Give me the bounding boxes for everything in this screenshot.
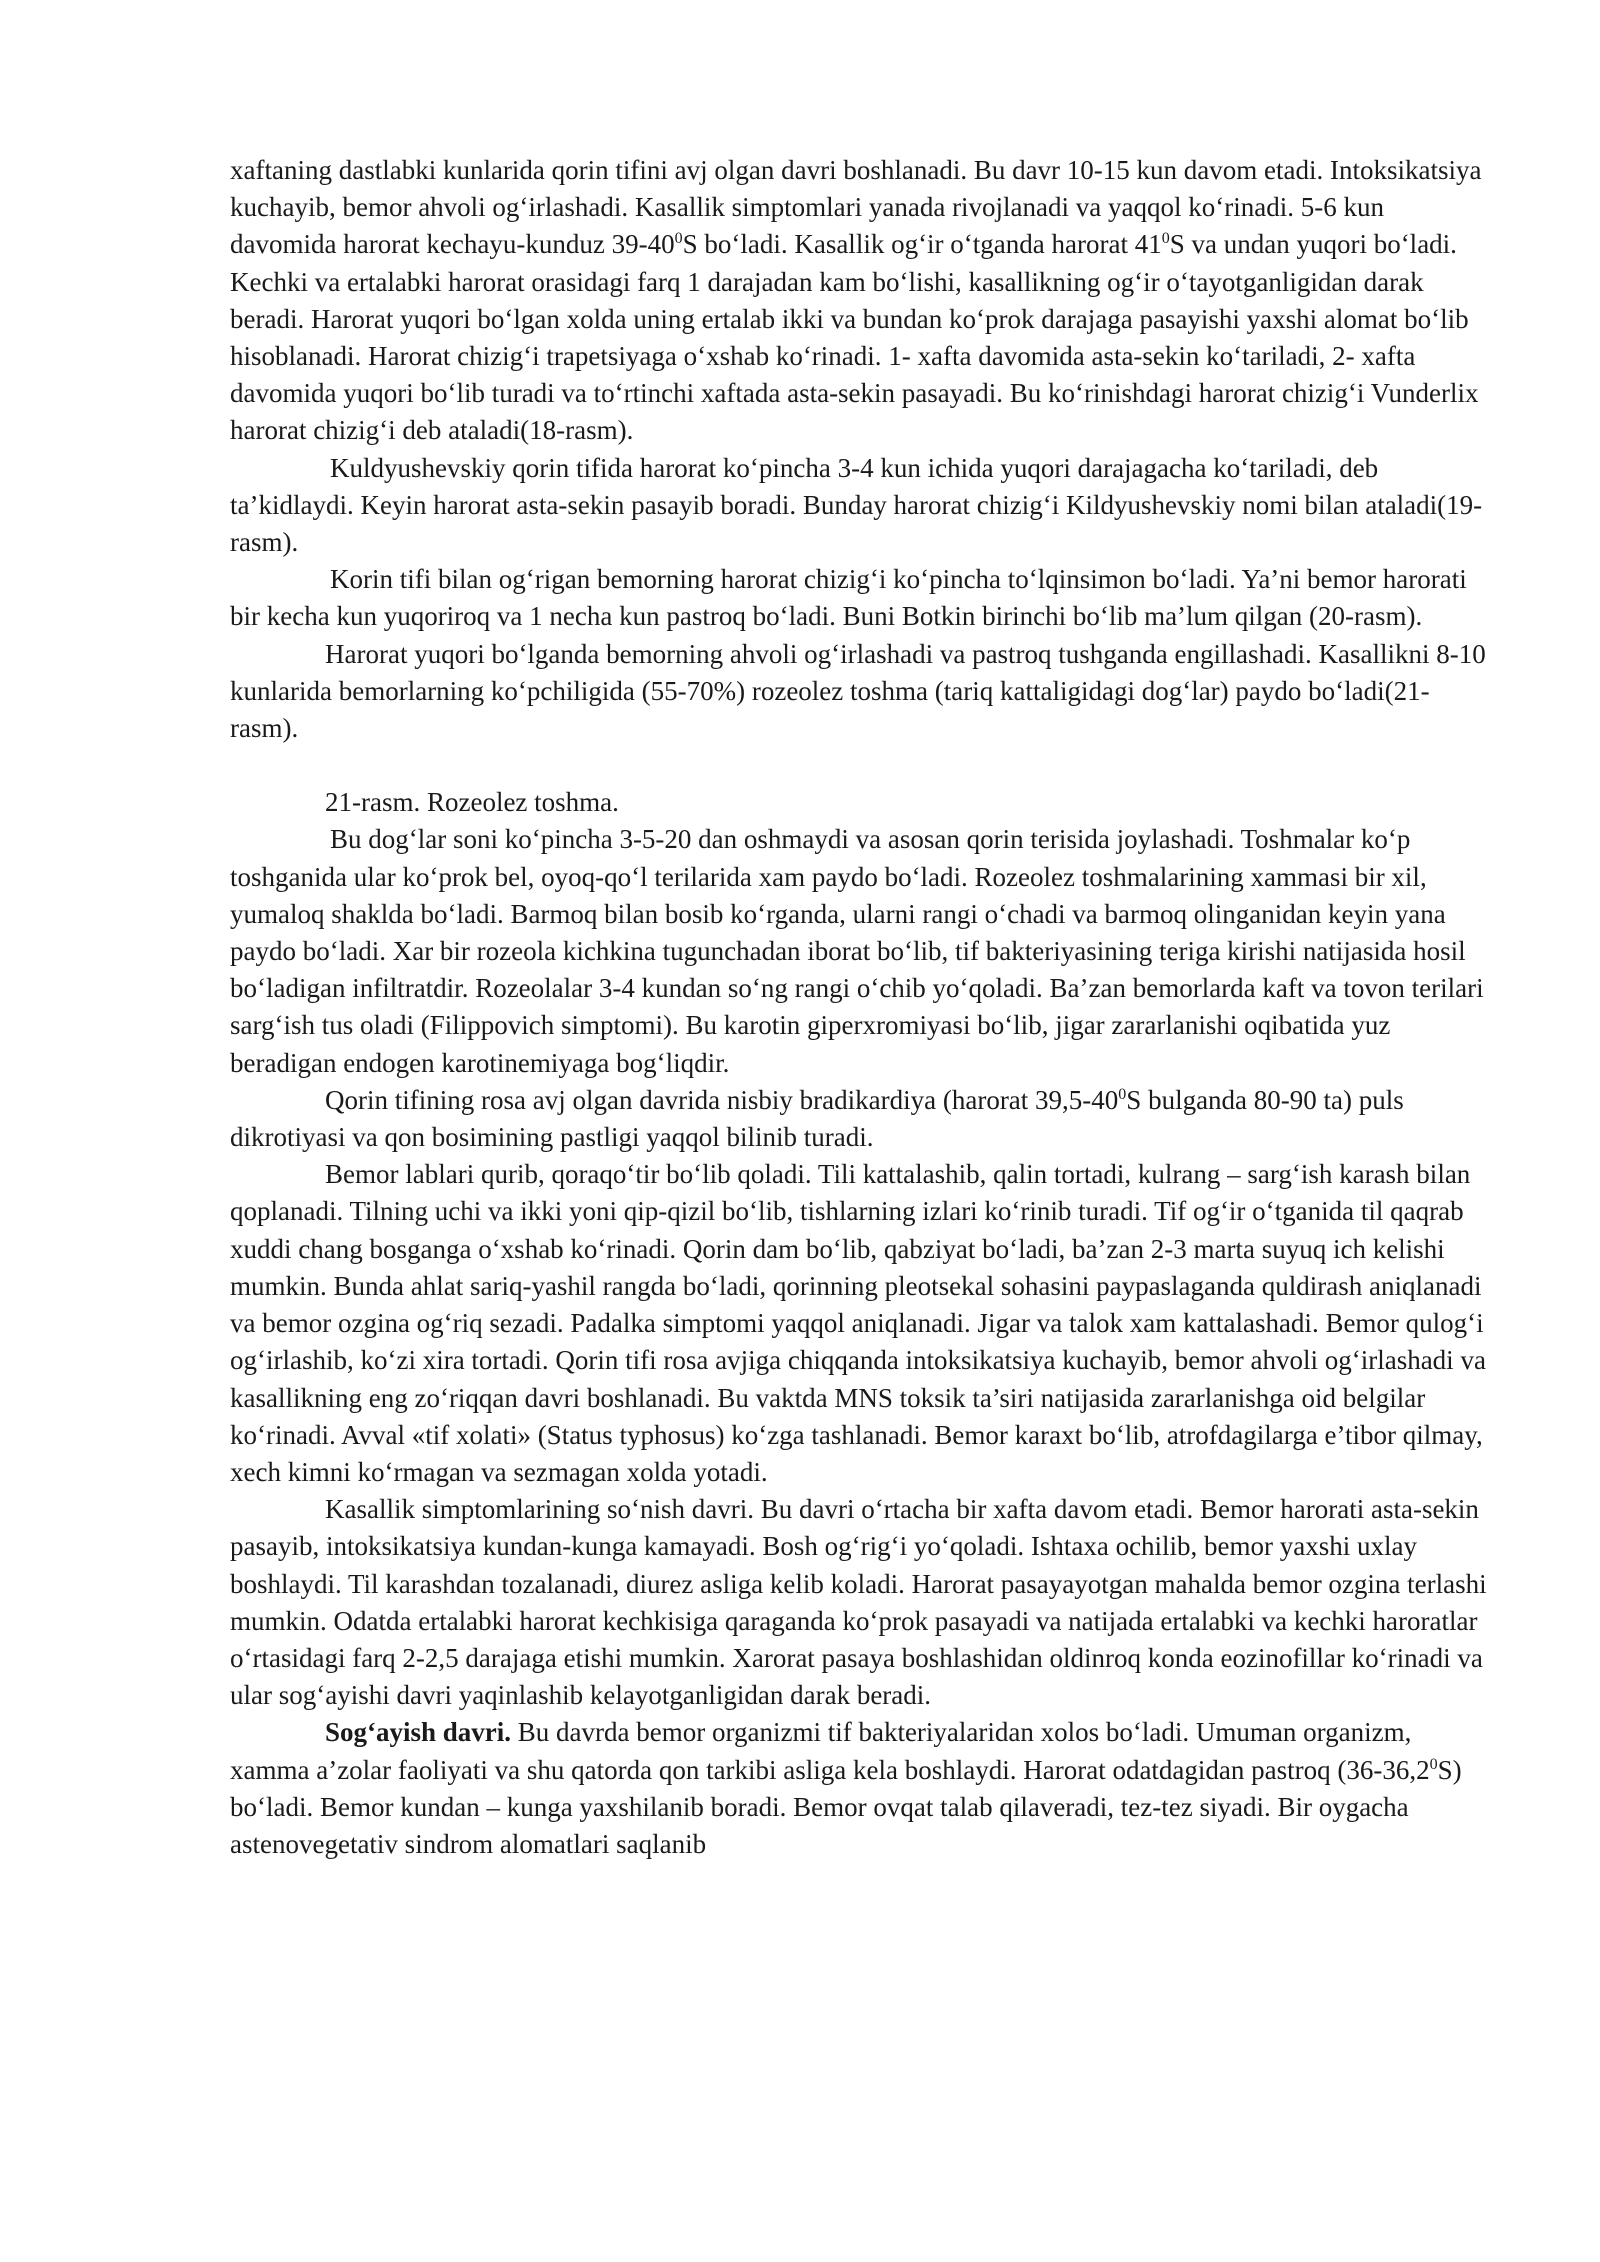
- paragraph-1: [230, 152, 1490, 450]
- paragraph-8: Kasallik simptomlarining so‘nish davri. Bu davri o‘rtacha bir xafta davom etadi. Bemor harorati asta-sekin pasayib, intoksikatsiya kundan-kunga kamayadi. Bosh og‘rig‘i yo‘qoladi. Ishtaxa ochilib, bemor yaxshi uxlay boshlaydi. Til karashdan tozalanadi, diurez asliga kelib koladi. Harorat pasayayotgan mahalda bemor ozgina terlashi mumkin. Odatda ertalabki harorat kechkisiga qaraganda ko‘prok pasayadi va natijada ertalabki va kechki haroratlar o‘rtasidagi farq 2-2,5 darajaga etishi mumkin. Xarorat pasaya boshlashidan oldinroq konda eozinofillar ko‘rinadi va ular sog‘ayishi davri yaqinlashib kelayotganligidan darak beradi.: [230, 1494, 1487, 1711]
- paragraph-7: Bemor lablari qurib, qoraqo‘tir bo‘lib qoladi. Tili kattalashib, qalin tortadi, kulrang – sarg‘ish karash bilan qoplanadi. Tilning uchi va ikki yoni qip-qizil bo‘lib, tishlarning izlari ko‘rinib turadi. Tif og‘ir o‘tganida til qaqrab xuddi chang bosganga o‘xshab ko‘rinadi. Qorin dam bo‘lib, qabziyat bo‘ladi, ba’zan 2-3 marta suyuq ich kelishi mumkin. Bunda ahlat sariq-yashil rangda bo‘ladi, qorinning pleotsekal sohasini paypaslaganda quldirash aniqlanadi va bemor ozgina og‘riq sezadi. Padalka simptomi yaqqol aniqlanadi. Jigar va talok xam kattalashadi. Bemor qulog‘i og‘irlashib, ko‘zi xira tortadi. Qorin tifi rosa avjiga chiqqanda intoksikatsiya kuchayib, bemor ahvoli og‘irlashadi va kasallikning eng zo‘riqqan davri boshlanadi. Bu vaktda MNS toksik ta’siri natijasida zararlanishga oid belgilar ko‘rinadi. Avval «tif xolati» (Status typhosus) ko‘zga tashlanadi. Bemor karaxt bo‘lib, atrofdagilarga e’tibor qilmay, xech kimni ko‘rmagan va sezmagan xolda yotadi.: [230, 1159, 1486, 1487]
- text-run: S va undan yuqori bo‘ladi. Kechki va ertalabki harorat orasidagi farq 1 darajadan kam bo‘lishi, kasallikning og‘ir o‘tayotganligidan darak beradi. Harorat yuqori bo‘lgan xolda uning ertalab ikki va bundan ko‘prok darajaga pasayishi yaxshi alomat bo‘lib hisoblanadi. Harorat chizig‘i trapetsiyaga o‘xshab ko‘rinadi. 1- xafta davomida asta-sekin ko‘tariladi, 2- xafta davomida yuqori bo‘lib turadi va to‘rtinchi xaftada asta-sekin pasayadi. Bu ko‘rinishdagi harorat chizig‘i Vunderlix harorat chizig‘i deb ataladi(18-rasm).: [230, 229, 1479, 446]
- text-run: xaftaning dastlabki kunlarida qorin tifini avj olgan davri boshlanadi. Bu davr 10-15 kun davom etadi. Intoksikatsiya kuchayib, bemor ahvoli og‘irlashadi. Kasallik simptomlari yanada rivojlanadi va yaqqol ko‘rinadi. 5-6 kun davomida harorat kechayu-kunduz 39-40: [230, 155, 1482, 260]
- paragraph-4: Harorat yuqori bo‘lganda bemorning ahvoli og‘irlashadi va pastroq tushganda engillashadi. Kasallikni 8-10 kunlarida bemorlarning ko‘pchiligida (55-70%) rozeolez toshma (tariq kattaligidagi dog‘lar) paydo bo‘ladi(21-rasm).: [230, 638, 1486, 744]
- paragraph-9: [230, 1714, 1490, 1863]
- superscript: 0: [1118, 1085, 1127, 1103]
- paragraph-6: [230, 1082, 1490, 1156]
- paragraph-2: Kuldyushevskiy qorin tifida harorat ko‘pincha 3-4 kun ichida yuqori darajagacha ko‘tariladi, deb ta’kidlaydi. Keyin harorat asta-sekin pasayib boradi. Bunday harorat chizig‘i Kildyushevskiy nomi bilan ataladi(19-rasm).: [230, 452, 1483, 558]
- text-run: S bulganda 80-90 ta) puls dikrotiyasi va qon bosimining pastligi yaqqol bilinib turadi.: [230, 1084, 1404, 1153]
- paragraph-3: Korin tifi bilan og‘rigan bemorning harorat chizig‘i ko‘pincha to‘lqinsimon bo‘ladi. Ya’ni bemor harorati bir kecha kun yuqoriroq va 1 necha kun pastroq bo‘ladi. Buni Botkin birinchi bo‘lib ma’lum qilgan (20-rasm).: [230, 564, 1467, 632]
- superscript: 0: [1429, 1755, 1438, 1773]
- text-run: Bu davrda bemor organizmi tif bakteriyalaridan xolos bo‘ladi. Umuman organizm, xamma a’zolar faoliyati va shu qatorda qon tarkibi asliga kela boshlaydi. Harorat odatdagidan pastroq (36-36,2: [230, 1717, 1430, 1785]
- section-heading: Sog‘ayish davri.: [325, 1717, 512, 1748]
- superscript: 0: [1161, 230, 1170, 248]
- paragraph-5: Bu dog‘lar soni ko‘pincha 3-5-20 dan oshmaydi va asosan qorin terisida joylashadi. Toshmalar ko‘p toshganida ular ko‘prok bel, oyoq-qo‘l terilarida xam paydo bo‘ladi. Rozeolez toshmalarining xammasi bir xil, yumaloq shaklda bo‘ladi. Barmoq bilan bosib ko‘rganda, ularni rangi o‘chadi va barmoq olinganidan keyin yana paydo bo‘ladi. Xar bir rozeola kichkina tugunchadan iborat bo‘lib, tif bakteriyasining teriga kirishi natijasida hosil bo‘ladigan infiltratdir. Rozeolalar 3-4 kundan so‘ng rangi o‘chib yo‘qoladi. Ba’zan bemorlarda kaft va tovon terilari sarg‘ish tus oladi (Filippovich simptomi). Bu karotin giperxromiyasi bo‘lib, jigar zararlanishi oqibatida yuz beradigan endogen karotinemiyaga bog‘liqdir.: [230, 824, 1484, 1078]
- text-run: Qorin tifining rosa avj olgan davrida nisbiy bradikardiya (harorat 39,5-40: [325, 1084, 1119, 1115]
- document-page: [230, 152, 1490, 1863]
- figure-caption: 21-rasm. Rozeolez toshma.: [325, 787, 619, 818]
- text-run: S) bo‘ladi. Bemor kundan – kunga yaxshilanib boradi. Bemor ovqat talab qilaveradi, tez-tez siyadi. Bir oygacha astenovegetativ sindrom alomatlari saqlanib: [230, 1754, 1462, 1859]
- text-run: S bo‘ladi. Kasallik og‘ir o‘tganda harorat 41: [682, 229, 1162, 260]
- figure-placeholder: [230, 747, 1490, 784]
- superscript: 0: [674, 230, 683, 248]
